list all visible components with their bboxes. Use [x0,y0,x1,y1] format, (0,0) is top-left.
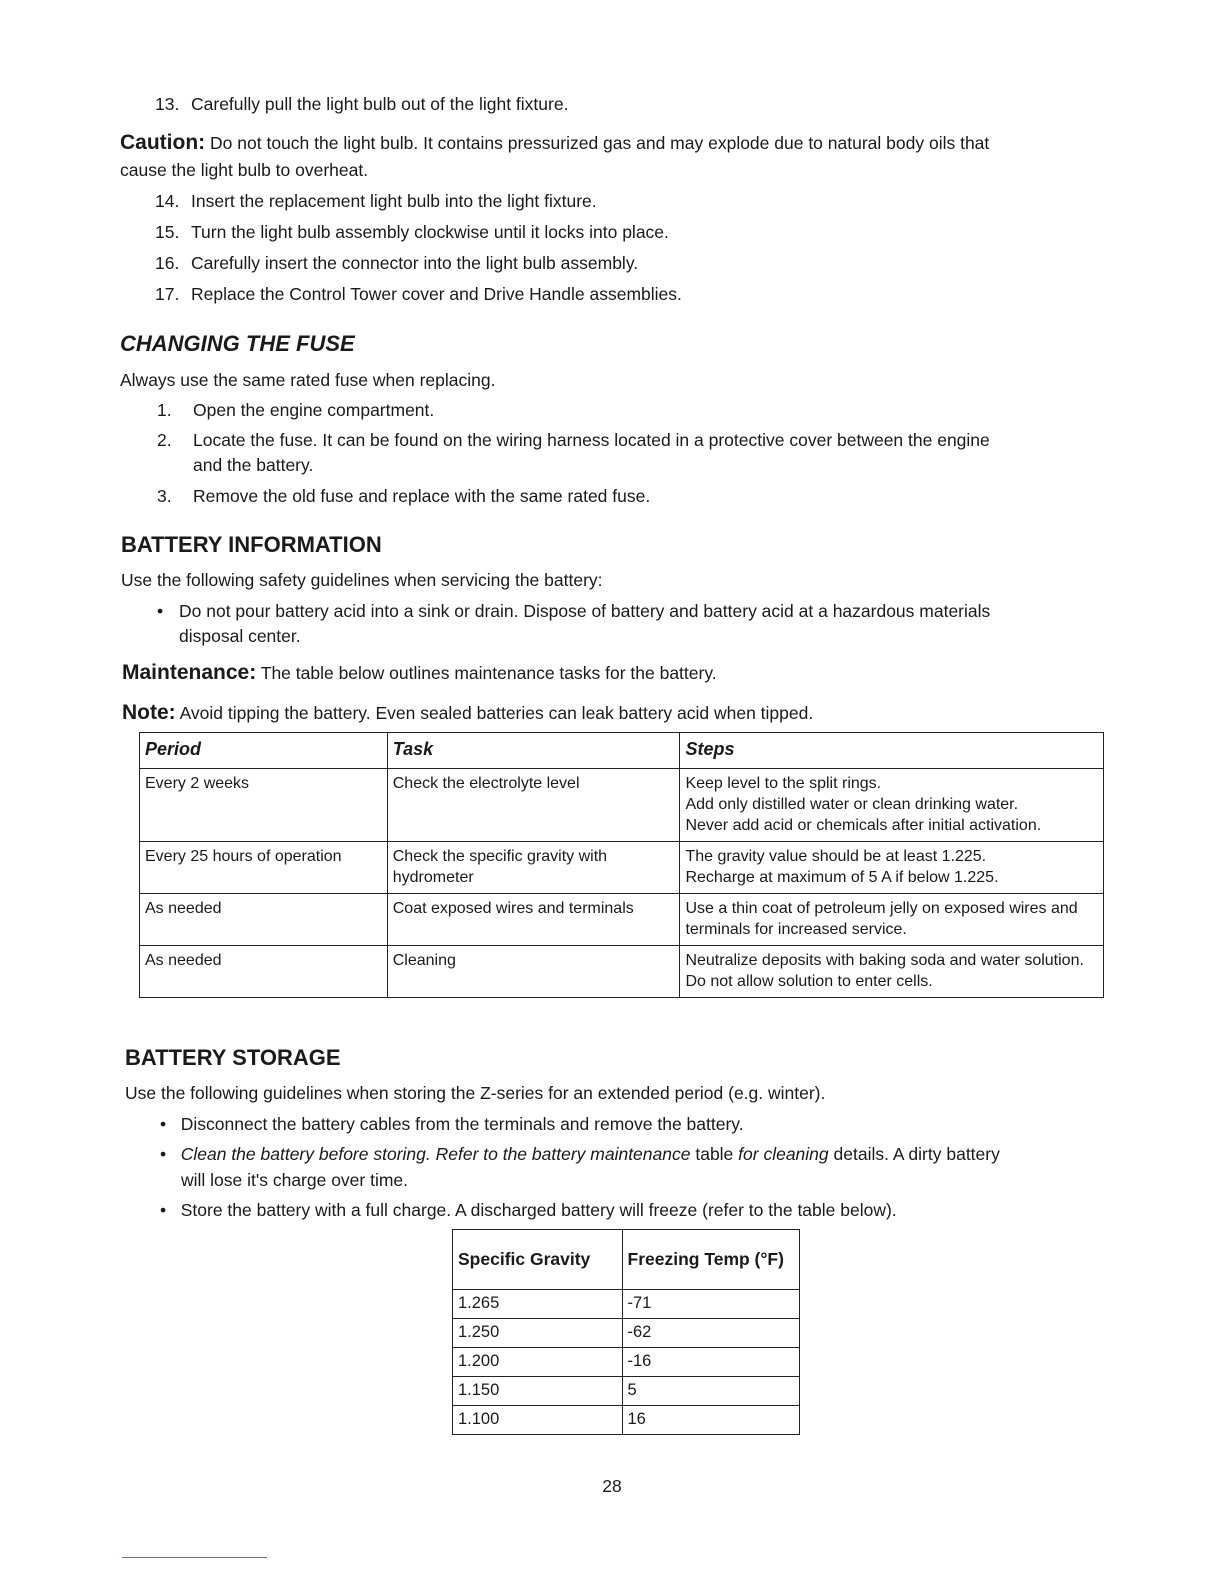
step-number: 16. [155,253,180,273]
step-line: Do not allow solution to enter cells. [685,973,933,990]
note-text: Avoid tipping the battery. Even sealed batteries can leak battery acid when tipped. [179,703,814,723]
step-line: Never add acid or chemicals after initial activation. [685,817,1042,834]
step-text: Open the engine compartment. [193,400,435,420]
storage-bullet-1 [160,1112,744,1136]
step-text: Carefully insert the connector into the light bulb assembly. [191,253,639,273]
temp-cell: 5 [622,1377,800,1406]
table-row [453,1406,800,1435]
caution-text-line1: Do not touch the light bulb. It contains pressurized gas and may explode due to natural body oils that [210,133,990,153]
step-line: Neutralize deposits with baking soda and water solution. [685,952,1084,969]
gravity-cell: 1.265 [453,1290,623,1319]
storage-bullet-2-line2: will lose it's charge over time. [181,1170,409,1190]
battery-info-heading: BATTERY INFORMATION [121,532,382,557]
step-text: Carefully pull the light bulb out of the light fixture. [191,94,569,114]
bullet-text-line1: Do not pour battery acid into a sink or drain. Dispose of battery and battery acid at a hazardous materials [179,601,991,621]
temp-cell: -62 [622,1319,800,1348]
gravity-cell: 1.200 [453,1348,623,1377]
period-cell: As needed [140,946,388,998]
header-period: Period [140,733,388,769]
period-cell: Every 25 hours of operation [140,842,388,894]
table-row [140,946,1104,998]
step-17 [155,282,682,306]
note [122,701,813,725]
task-cell: Coat exposed wires and terminals [387,894,680,946]
step-line: Keep level to the split rings. [685,775,882,792]
bullet-text-mid: table [690,1144,739,1164]
storage-heading: BATTERY STORAGE [125,1045,341,1070]
table-header-row [453,1230,800,1290]
bullet-text-line2: disposal center. [179,626,301,646]
maintenance-label: Maintenance: [122,661,257,684]
gravity-cell: 1.150 [453,1377,623,1406]
bullet-text: Disconnect the battery cables from the terminals and remove the battery. [180,1114,744,1134]
step-line: Recharge at maximum of 5 A if below 1.225. [685,869,999,886]
table-row [140,769,1104,842]
step-line: Use a thin coat of petroleum jelly on exposed wires and terminals for increased service. [685,900,1078,938]
storage-bullet-3 [160,1198,897,1222]
step-13 [155,92,568,116]
fuse-heading: CHANGING THE FUSE [120,331,355,356]
page-number: 28 [602,1476,622,1496]
table-row [140,842,1104,894]
header-specific-gravity: Specific Gravity [453,1230,623,1290]
bullet-icon: • [160,1200,167,1220]
steps-cell [680,894,1104,946]
caution-label: Caution: [120,131,206,154]
temp-cell: -71 [622,1290,800,1319]
step-text: Replace the Control Tower cover and Drive Handle assemblies. [191,284,682,304]
step-line: Add only distilled water or clean drinking water. [685,796,1019,813]
table-row [140,894,1104,946]
bullet-icon: • [160,1114,167,1134]
bullet-text-italic: Clean the battery before storing. Refer to the battery maintenance [180,1144,691,1164]
maintenance-table [139,732,1104,998]
fuse-step-3 [157,484,650,508]
bullet-text-italic-2: for cleaning [738,1144,829,1164]
header-steps: Steps [680,733,1104,769]
battery-info-intro: Use the following safety guidelines when servicing the battery: [121,570,603,590]
step-number: 1. [157,400,172,420]
step-text: Insert the replacement light bulb into the light fixture. [191,191,597,211]
fuse-intro: Always use the same rated fuse when replacing. [120,370,496,390]
fuse-step-1 [157,398,434,422]
header-task: Task [387,733,680,769]
table-header-row [140,733,1104,769]
table-row [453,1377,800,1406]
footer-rule [122,1557,267,1558]
storage-bullet-2 [160,1142,1000,1166]
step-text: Turn the light bulb assembly clockwise until it locks into place. [191,222,669,242]
step-number: 15. [155,222,180,242]
temp-cell: -16 [622,1348,800,1377]
step-number: 17. [155,284,180,304]
step-number: 13. [155,94,180,114]
step-14 [155,189,597,213]
steps-cell [680,842,1104,894]
period-cell: Every 2 weeks [140,769,388,842]
step-number: 3. [157,486,172,506]
bullet-icon: • [157,601,164,621]
gravity-cell: 1.100 [453,1406,623,1435]
step-15 [155,220,669,244]
period-cell: As needed [140,894,388,946]
storage-intro: Use the following guidelines when storing the Z-series for an extended period (e.g. winter). [125,1083,826,1103]
table-row [453,1319,800,1348]
steps-cell [680,946,1104,998]
maintenance-note [122,661,717,685]
bullet-text-rest: details. A dirty battery [828,1144,1000,1164]
step-16 [155,251,638,275]
task-cell: Check the electrolyte level [387,769,680,842]
freezing-table [452,1229,800,1435]
fuse-step-2-cont: and the battery. [193,455,314,475]
header-freezing-temp: Freezing Temp (°F) [622,1230,800,1290]
gravity-cell: 1.250 [453,1319,623,1348]
temp-cell: 16 [622,1406,800,1435]
bullet-icon: • [160,1144,167,1164]
step-text: Locate the fuse. It can be found on the wiring harness located in a protective cover between the engine [193,430,990,450]
note-label: Note: [122,701,176,724]
caution-note [120,131,1120,155]
step-number: 2. [157,430,172,450]
table-row [453,1290,800,1319]
task-cell: Check the specific gravity with hydrometer [387,842,680,894]
task-cell: Cleaning [387,946,680,998]
fuse-step-2 [157,428,990,452]
step-text: Remove the old fuse and replace with the same rated fuse. [193,486,651,506]
maintenance-text: The table below outlines maintenance tasks for the battery. [260,663,717,683]
bullet-text: Store the battery with a full charge. A discharged battery will freeze (refer to the table below). [180,1200,897,1220]
step-number: 14. [155,191,180,211]
step-line: The gravity value should be at least 1.225. [685,848,987,865]
steps-cell [680,769,1104,842]
table-row [453,1348,800,1377]
caution-text-line2: cause the light bulb to overheat. [120,160,369,180]
